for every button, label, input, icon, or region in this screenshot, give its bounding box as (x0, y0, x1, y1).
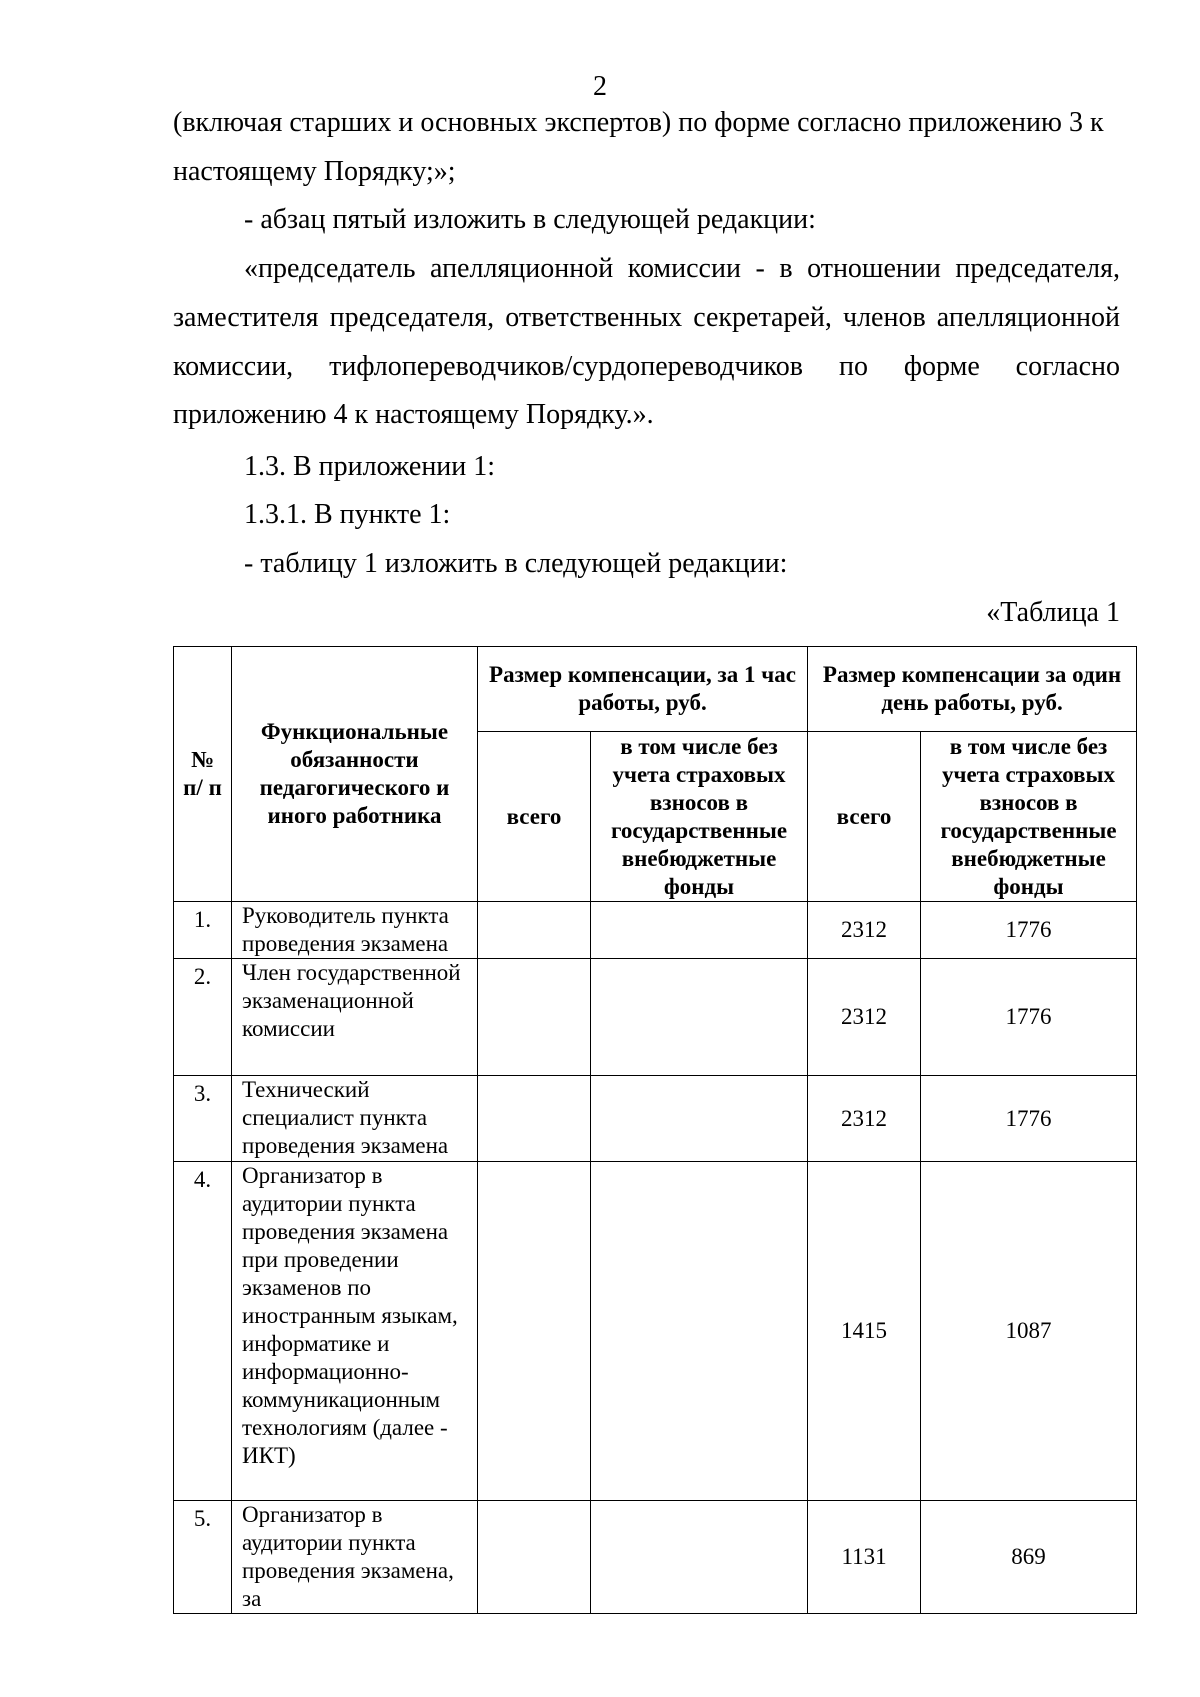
row-number: 4. (174, 1162, 232, 1501)
row-day-net: 1776 (921, 1076, 1137, 1162)
paragraph-1-line-1: (включая старших и основных экспертов) по форме согласно приложению 3 к (173, 107, 1104, 138)
row-hour-total (478, 959, 591, 1076)
paragraph-3-line-4: приложению 4 к настоящему Порядку.». (173, 399, 654, 430)
row-number: 5. (174, 1501, 232, 1614)
table-row (174, 902, 1137, 959)
row-day-net: 1776 (921, 959, 1137, 1076)
table-row (174, 1162, 1137, 1501)
row-hour-net (591, 1076, 808, 1162)
page-number: 2 (593, 71, 607, 102)
row-day-total: 2312 (808, 1076, 921, 1162)
row-hour-total (478, 902, 591, 959)
table-row (174, 1501, 1137, 1614)
row-function: Руководитель пункта проведения экзамена (232, 902, 478, 959)
header-function: Функциональные обязанности педагогического и иного работника (232, 647, 478, 902)
row-hour-total (478, 1162, 591, 1501)
table-row (174, 1076, 1137, 1162)
row-function: Член государственной экзаменационной комиссии (232, 959, 478, 1076)
row-day-total: 1415 (808, 1162, 921, 1501)
row-day-net: 1087 (921, 1162, 1137, 1501)
paragraph-4: 1.3. В приложении 1: (244, 451, 496, 482)
row-function: Технический специалист пункта проведения экзамена (232, 1076, 478, 1162)
row-hour-net (591, 959, 808, 1076)
row-number: 3. (174, 1076, 232, 1162)
paragraph-2: - абзац пятый изложить в следующей редакции: (244, 204, 816, 235)
paragraph-5: 1.3.1. В пункте 1: (244, 499, 451, 530)
header-hour-total: всего (478, 732, 591, 902)
compensation-table (173, 646, 1137, 1614)
row-hour-total (478, 1076, 591, 1162)
paragraph-3-line-1: «председатель апелляционной комиссии - в отношении председателя, (244, 253, 1120, 284)
row-hour-net (591, 1162, 808, 1501)
header-day-without-insurance: в том числе без учета страховых взносов в государственные внебюджетные фонды (921, 732, 1137, 902)
row-day-net: 1776 (921, 902, 1137, 959)
paragraph-3-line-3: комиссии, тифлопереводчиков/сурдопереводчиков по форме согласно (173, 351, 1120, 382)
row-number: 2. (174, 959, 232, 1076)
row-day-total: 2312 (808, 902, 921, 959)
row-function: Организатор в аудитории пункта проведения экзамена при проведении экзаменов по иностранным языкам, информатике и информационно-коммуникационным технологиям (далее - ИКТ) (232, 1162, 478, 1501)
row-function: Организатор в аудитории пункта проведения экзамена, за (232, 1501, 478, 1614)
header-per-hour: Размер компенсации, за 1 час работы, руб. (478, 647, 808, 732)
paragraph-3-line-2: заместителя председателя, ответственных секретарей, членов апелляционной (173, 302, 1120, 333)
paragraph-6: - таблицу 1 изложить в следующей редакции: (244, 548, 788, 579)
paragraph-1-line-2: настоящему Порядку;»; (173, 156, 456, 187)
header-day-total: всего (808, 732, 921, 902)
header-per-day: Размер компенсации за один день работы, руб. (808, 647, 1137, 732)
row-day-total: 2312 (808, 959, 921, 1076)
table-row (174, 959, 1137, 1076)
header-hour-without-insurance: в том числе без учета страховых взносов в государственные внебюджетные фонды (591, 732, 808, 902)
row-number: 1. (174, 902, 232, 959)
header-number: № п/ п (174, 647, 232, 902)
row-hour-net (591, 1501, 808, 1614)
row-day-net: 869 (921, 1501, 1137, 1614)
row-hour-total (478, 1501, 591, 1614)
row-day-total: 1131 (808, 1501, 921, 1614)
row-hour-net (591, 902, 808, 959)
table-caption: «Таблица 1 (986, 597, 1120, 628)
